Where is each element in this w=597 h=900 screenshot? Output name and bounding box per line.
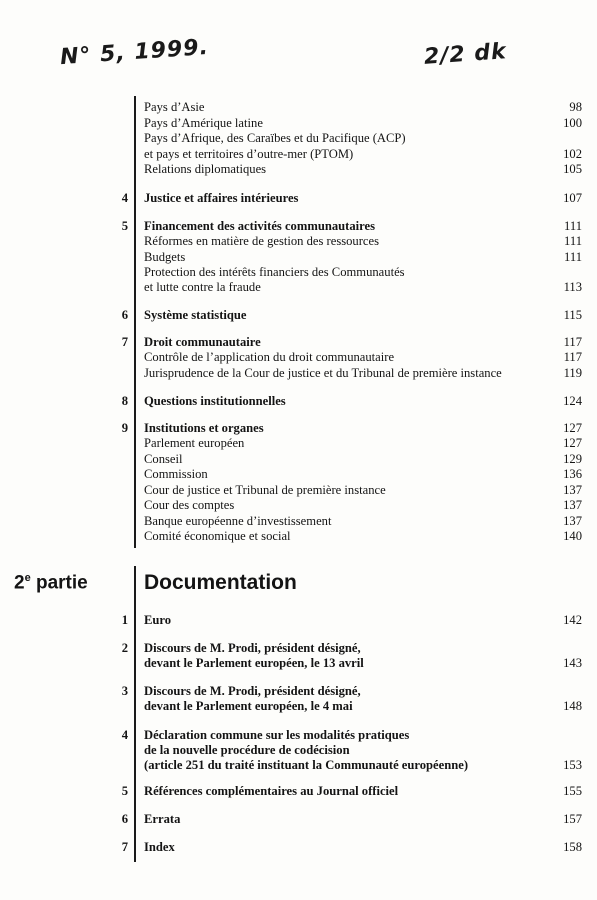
toc-entry: Budgets 111: [144, 250, 582, 264]
toc-heading: Discours de M. Prodi, président désigné,: [144, 641, 361, 655]
toc-entry: Protection des intérêts financiers des Communautés: [144, 265, 405, 279]
section-number: 7: [121, 840, 128, 854]
toc-entry: Cour des comptes 137: [144, 498, 582, 512]
section-number: 4: [121, 191, 128, 205]
part-label: 2e partie: [14, 572, 88, 594]
toc-heading: devant le Parlement européen, le 13 avril 143: [144, 656, 582, 670]
toc-heading: Euro 142: [144, 613, 582, 627]
toc-entry: Contrôle de l’application du droit communautaire 117: [144, 350, 582, 364]
toc-heading: Droit communautaire 117: [144, 335, 582, 349]
toc-entry: Banque européenne d’investissement 137: [144, 514, 582, 528]
toc-heading: devant le Parlement européen, le 4 mai 148: [144, 699, 582, 713]
section-number: 3: [121, 684, 128, 698]
toc-entry: Comité économique et social 140: [144, 529, 582, 543]
toc-heading: Financement des activités communautaires 111: [144, 219, 582, 233]
toc-entry: Cour de justice et Tribunal de première instance 137: [144, 483, 582, 497]
toc-entry: et lutte contre la fraude 113: [144, 280, 582, 294]
toc-heading: Références complémentaires au Journal officiel 155: [144, 784, 582, 798]
section-number: 8: [121, 394, 128, 408]
toc-entry: Pays d’Afrique, des Caraïbes et du Pacifique (ACP): [144, 131, 406, 145]
vertical-rule-part2: [134, 566, 136, 862]
section-number: 2: [121, 641, 128, 655]
section-number: 6: [121, 812, 128, 826]
section-number: 6: [121, 308, 128, 322]
toc-entry: Conseil 129: [144, 452, 582, 466]
toc-entry: et pays et territoires d’outre-mer (PTOM) 102: [144, 147, 582, 161]
toc-heading: Système statistique 115: [144, 308, 582, 322]
part-title: Documentation: [144, 571, 297, 594]
toc-heading: Questions institutionnelles 124: [144, 394, 582, 408]
toc-heading: de la nouvelle procédure de codécision: [144, 743, 350, 757]
handwritten-note-page: 2/2 dk: [423, 39, 508, 70]
section-number: 5: [121, 784, 128, 798]
handwritten-note-issue: N° 5, 1999.: [59, 34, 210, 71]
toc-entry: Pays d’Asie 98: [144, 100, 582, 114]
toc-entry: Réformes en matière de gestion des ressources 111: [144, 234, 582, 248]
section-number: 4: [121, 728, 128, 742]
toc-heading: Index 158: [144, 840, 582, 854]
toc-entry: Relations diplomatiques 105: [144, 162, 582, 176]
toc-entry: Jurisprudence de la Cour de justice et du Tribunal de première instance 119: [144, 366, 582, 380]
toc-heading: Institutions et organes 127: [144, 421, 582, 435]
toc-heading: Déclaration commune sur les modalités pratiques: [144, 728, 410, 742]
vertical-rule-part1: [134, 96, 136, 548]
toc-heading: Justice et affaires intérieures 107: [144, 191, 582, 205]
toc-entry: Commission 136: [144, 467, 582, 481]
section-number: 9: [121, 421, 128, 435]
toc-heading: Errata 157: [144, 812, 582, 826]
section-number: 5: [121, 219, 128, 233]
section-number: 1: [121, 613, 128, 627]
toc-heading: Discours de M. Prodi, président désigné,: [144, 684, 361, 698]
toc-entry: Pays d’Amérique latine 100: [144, 116, 582, 130]
toc-entry: Parlement européen 127: [144, 436, 582, 450]
section-number: 7: [121, 335, 128, 349]
toc-heading: (article 251 du traité instituant la Communauté européenne) 153: [144, 758, 582, 772]
